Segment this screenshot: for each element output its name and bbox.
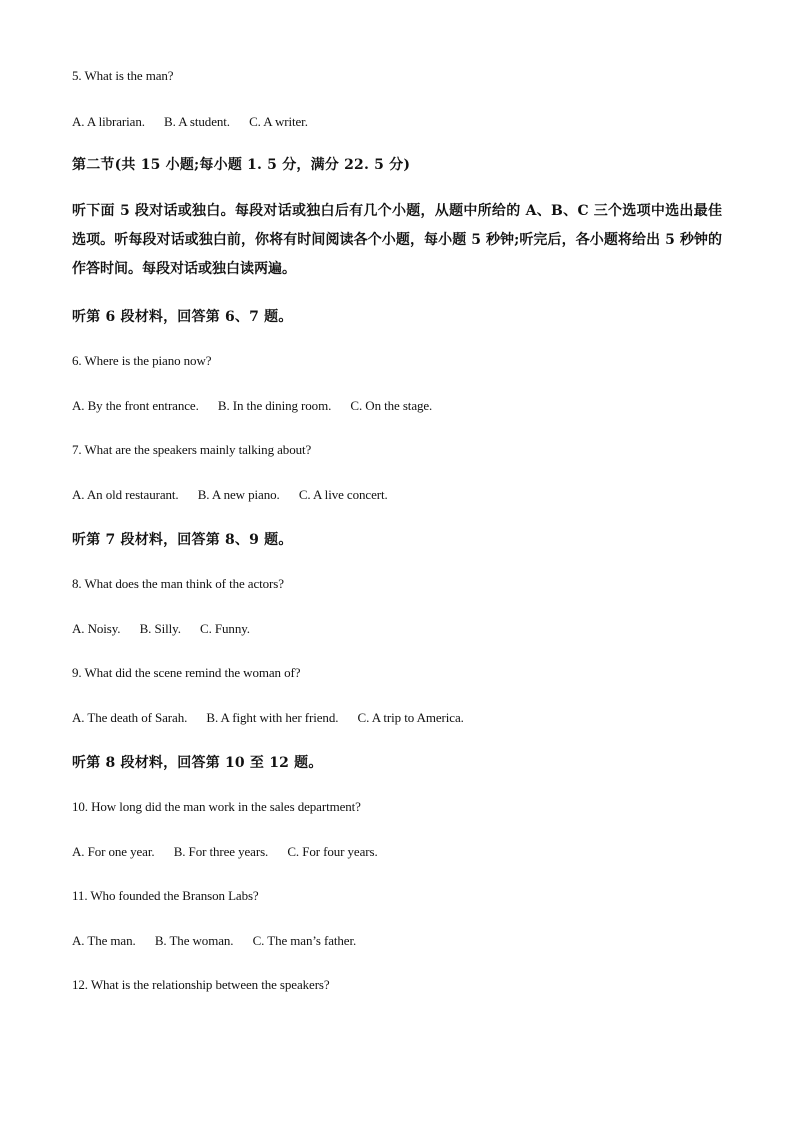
option-c: C. A trip to America. bbox=[357, 710, 464, 725]
section-2-instructions: 听下面 5 段对话或独白。每段对话或独白后有几个小题，从题中所给的 A、B、C 三个选项中选出最佳选项。听每段对话或独白前，你将有时间阅读各个小题，每小题 5 秒钟;听完后，各小题将给出 5 秒钟的作答时间。每段对话或独白读两遍。 bbox=[72, 203, 722, 277]
material-6-heading: 听第 6 段材料，回答第 6、7 题。 bbox=[72, 309, 293, 325]
option-a: A. The death of Sarah. bbox=[72, 710, 188, 725]
option-c: C. For four years. bbox=[287, 844, 378, 859]
question-9: 9. What did the scene remind the woman of? bbox=[72, 665, 301, 680]
material-7-heading: 听第 7 段材料，回答第 8、9 题。 bbox=[72, 532, 293, 548]
question-5: 5. What is the man? bbox=[72, 68, 174, 83]
question-9-options bbox=[72, 710, 464, 726]
option-a: A. By the front entrance. bbox=[72, 398, 199, 413]
question-6: 6. Where is the piano now? bbox=[72, 353, 212, 368]
option-a: A. A librarian. bbox=[72, 114, 145, 129]
question-11-options bbox=[72, 933, 356, 949]
option-c: C. A live concert. bbox=[298, 487, 388, 502]
question-8-options bbox=[72, 621, 250, 637]
question-10: 10. How long did the man work in the sales department? bbox=[72, 799, 361, 814]
option-b: B. In the dining room. bbox=[217, 398, 332, 413]
material-8-heading: 听第 8 段材料，回答第 10 至 12 题。 bbox=[72, 755, 323, 771]
question-10-options bbox=[72, 844, 378, 860]
option-b: B. Silly. bbox=[139, 621, 181, 636]
option-a: A. Noisy. bbox=[72, 621, 121, 636]
option-c: C. On the stage. bbox=[350, 398, 433, 413]
option-b: B. A fight with her friend. bbox=[206, 710, 339, 725]
option-a: A. For one year. bbox=[72, 844, 155, 859]
question-6-options bbox=[72, 398, 432, 414]
option-a: A. An old restaurant. bbox=[72, 487, 179, 502]
option-b: B. A student. bbox=[164, 114, 230, 129]
question-7: 7. What are the speakers mainly talking about? bbox=[72, 442, 312, 457]
question-7-options bbox=[72, 487, 388, 503]
option-a: A. The man. bbox=[72, 933, 136, 948]
option-c: C. The man’s father. bbox=[252, 933, 357, 948]
option-b: B. For three years. bbox=[173, 844, 269, 859]
question-8: 8. What does the man think of the actors? bbox=[72, 576, 284, 591]
question-5-options bbox=[72, 114, 308, 130]
option-b: B. A new piano. bbox=[197, 487, 280, 502]
option-c: C. A writer. bbox=[249, 114, 308, 129]
option-b: B. The woman. bbox=[154, 933, 234, 948]
option-c: C. Funny. bbox=[200, 621, 250, 636]
question-11: 11. Who founded the Branson Labs? bbox=[72, 888, 259, 903]
question-12: 12. What is the relationship between the speakers? bbox=[72, 977, 330, 992]
section-2-title: 第二节(共 15 小题;每小题 1. 5 分，满分 22. 5 分) bbox=[72, 157, 411, 173]
